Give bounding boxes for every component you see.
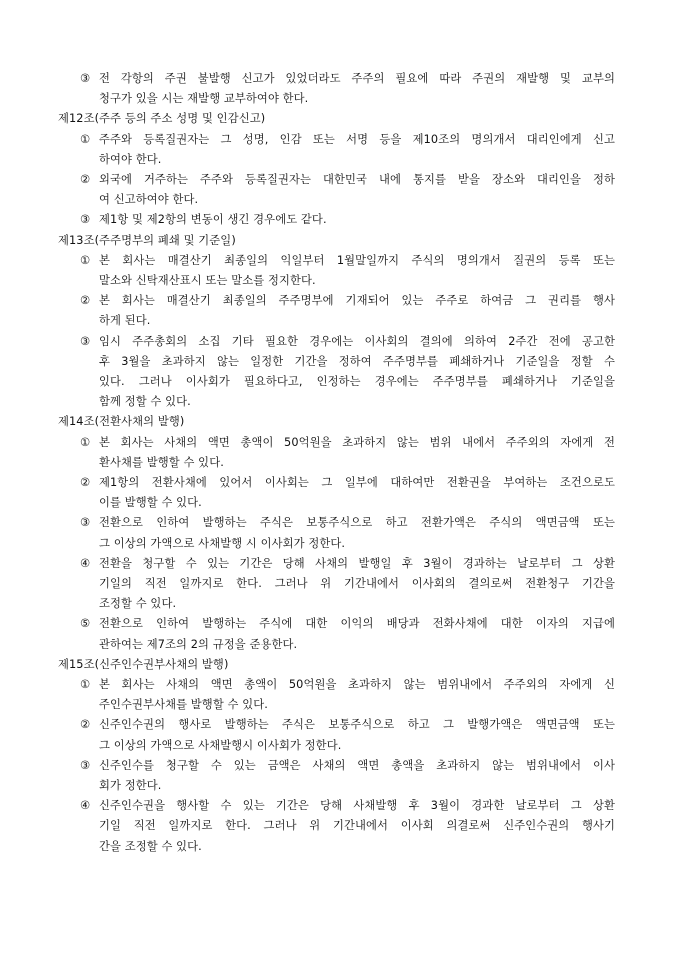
clause-text-line: 주주와 등록질권자는 그 성명, 인감 또는 서명 등을 제10조의 명의개서 대리인에게 신고 (99, 132, 615, 146)
clause-number: ③ (80, 213, 91, 227)
clause-number: ④ (80, 556, 91, 570)
clause-text-line: 그 이상의 가액으로 사채발행 시 이사회가 정한다. (99, 536, 346, 550)
clause-number: ② (80, 173, 91, 186)
clause-number: ③ (80, 334, 91, 348)
clause-text-line: 본 회사는 매결산기 최종일의 주주명부에 기재되어 있는 주주로 하여금 그 권리를 행사 (99, 294, 615, 308)
clause-number: ③ (80, 72, 91, 85)
clause-text-line: 제1항의 전환사채에 있어서 이사회는 그 일부에 대하여만 전환권을 부여하는 조건으로도 (99, 476, 615, 489)
clause-text-line: 신주인수를 청구할 수 있는 금액은 사채의 액면 총액을 초과하지 않는 범위내에서 이사 (99, 758, 615, 772)
clause-text-line: 하여야 한다. (99, 152, 162, 166)
clause-text-line: 간을 조정할 수 있다. (99, 839, 202, 853)
clause-number: ② (80, 476, 91, 489)
clause-text-line: 제1항 및 제2항의 변동이 생긴 경우에도 같다. (99, 213, 327, 227)
clause-number: ① (80, 253, 91, 267)
clause-text-line: 기일 직전 일까지로 한다. 그러나 위 기간내에서 이사회 의결로써 신주인수권의 행사기 (99, 819, 615, 833)
clause-text-line: 조정할 수 있다. (99, 597, 177, 611)
article-heading: 제15조(신주인수권부사채의 발행) (58, 657, 229, 671)
clause-text-line: 전환을 청구할 수 있는 기간은 당해 사채의 발행일 후 3월이 경과하는 날로부터 그 상환 (99, 556, 615, 570)
clause-number: ④ (80, 799, 91, 813)
clause-text-line: 주인수권부사채를 발행할 수 있다. (99, 698, 268, 712)
clause-text-line: 그 이상의 가액으로 사채발행시 이사회가 정한다. (99, 738, 342, 752)
clause-text-line: 함께 정할 수 있다. (99, 395, 191, 409)
clause-number: ② (80, 718, 91, 732)
clause-text-line: 환사채를 발행할 수 있다. (99, 455, 224, 469)
article-heading: 제14조(전환사채의 발행) (58, 415, 185, 429)
clause-number: ③ (80, 516, 91, 530)
clause-number: ③ (80, 758, 91, 772)
clause-number: ① (80, 678, 91, 691)
clause-text-line: 이를 발행할 수 있다. (99, 496, 202, 510)
clause-text-line: 임시 주주총회의 소집 기타 필요한 경우에는 이사회의 결의에 의하여 2주간 전에 공고한 (99, 334, 615, 348)
clause-text-line: 신주인수권의 행사로 발행하는 주식은 보통주식으로 하고 그 발행가액은 액면금액 또는 (99, 718, 615, 732)
clause-text-line: 본 회사는 사채의 액면 총액이 50억원을 초과하지 않는 범위 내에서 주주외의 자에게 전 (99, 435, 615, 449)
clause-text-line: 회가 정한다. (99, 779, 162, 792)
clause-text-line: 여 신고하여야 한다. (99, 193, 199, 207)
clause-text-line: 본 회사는 사채의 액면 총액이 50억원을 초과하지 않는 범위내에서 주주외의 자에게 신 (99, 678, 615, 691)
clause-text-line: 전환으로 인하여 발행하는 주식에 대한 이익의 배당과 전화사채에 대한 이자의 지급에 (99, 617, 615, 631)
clause-text-line: 청구가 있을 시는 재발행 교부하여야 한다. (99, 92, 309, 106)
clause-number: ⑤ (80, 617, 91, 631)
clause-text-line: 전환으로 인하여 발행하는 주식은 보통주식으로 하고 전환가액은 주식의 액면금액 또는 (99, 516, 615, 530)
article-heading: 제13조(주주명부의 폐쇄 및 기준일) (58, 233, 236, 247)
clause-text-line: 후 3월을 초과하지 않는 일정한 기간을 정하여 주주명부를 폐쇄하거나 기준일을 정할 수 (99, 354, 615, 368)
clause-number: ② (80, 294, 91, 308)
clause-text-line: 기일의 직전 일까지로 한다. 그러나 위 기간내에서 이사회의 결의로써 전환청구 기간을 (99, 577, 615, 590)
clause-number: ① (80, 132, 91, 146)
article-heading: 제12조(주주 등의 주소 성명 및 인감신고) (58, 112, 266, 126)
clause-text-line: 관하여는 제7조의 2의 규정을 준용한다. (99, 637, 298, 651)
clause-text-line: 하게 된다. (99, 314, 151, 328)
clause-text-line: 말소와 신탁재산표시 또는 말소를 정지한다. (99, 274, 316, 287)
clause-text-line: 있다. 그러나 이사회가 필요하다고, 인정하는 경우에는 주주명부를 폐쇄하거나 기준일을 (99, 375, 615, 388)
clause-text-line: 전 각항의 주권 불발행 신고가 있었더라도 주주의 필요에 따라 주권의 재발행 및 교부의 (99, 72, 615, 85)
clause-text-line: 신주인수권을 행사할 수 있는 기간은 당해 사채발행 후 3월이 경과한 날로부터 그 상환 (99, 799, 615, 813)
clause-text-line: 외국에 거주하는 주주와 등록질권자는 대한민국 내에 통지를 받을 장소와 대리인을 정하 (99, 173, 615, 186)
clause-text-line: 본 회사는 매결산기 최종일의 익일부터 1월말일까지 주식의 명의개서 질권의 등록 또는 (99, 253, 615, 267)
clause-number: ① (80, 435, 91, 449)
